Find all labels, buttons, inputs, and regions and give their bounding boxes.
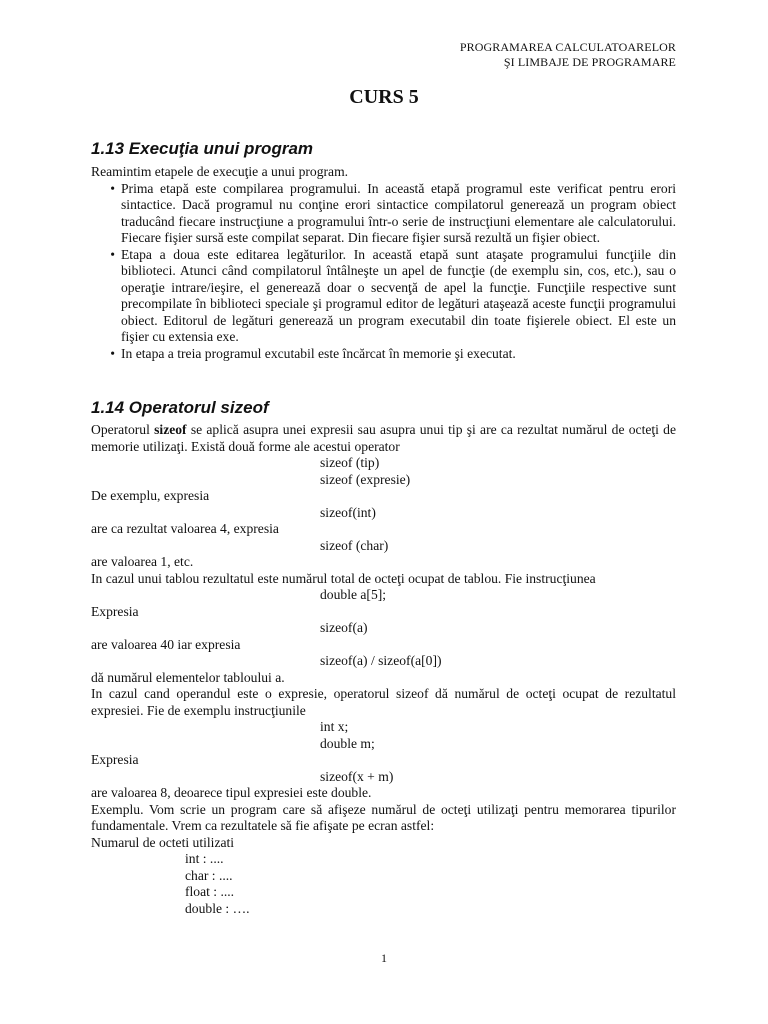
- output-line: int : ....: [185, 851, 224, 866]
- paragraph: In cazul cand operandul este o expresie, operatorul sizeof dă numărul de octeţi ocupat de rezultatul expresiei. Fie de exemplu instrucţiunile: [91, 686, 676, 718]
- page-title: CURS 5: [349, 86, 419, 108]
- header-line-2: ŞI LIMBAJE DE PROGRAMARE: [503, 55, 676, 69]
- code-line: sizeof (expresie): [320, 471, 411, 487]
- text-line: are valoarea 40 iar expresia: [91, 636, 241, 652]
- paragraph: [91, 422, 676, 455]
- code-line: sizeof(a): [320, 620, 368, 635]
- bullet-list: [91, 181, 676, 363]
- section-sizeof-body: [91, 422, 676, 917]
- text-run: Operatorul: [91, 422, 155, 437]
- bullet-item: • Prima etapă este compilarea programului. In această etapă programul este verificat pentru erori sintactice. Dacă programul nu conţine erori sintactice compilatorul generează un program obiect traducând fiecare instrucţiune a programului într-o serie de instrucţiuni elementare ale calculatorului. Fiecare fişier sursă este compilat separat. Din fiecare fişier sursă rezultă un fişier obiect.: [91, 181, 676, 247]
- bullet-item: • Etapa a doua este editarea legăturilor. In această etapă sunt ataşate programului funcţiile din biblioteci. Atunci când compilatorul întâlneşte un apel de funcţie (de exemplu sin, cos, etc.), sau o operaţie intrare/ieşire, el generează doar o secvenţă de apel la funcţie. Funcţiile respective sunt precompilate în biblioteci speciale şi programul editor de legături ataşează aceste funcţii programului obiect. Editorul de legături generează un program executabil din toate fişierele obiect. El este un fişier cu extensia exe.: [91, 247, 676, 346]
- code-line: int x;: [320, 719, 349, 734]
- text-line: Numarul de octeti utilizati: [91, 834, 235, 850]
- section-heading-execution: 1.13 Execuţia unui program: [91, 139, 314, 158]
- intro-paragraph: Reamintim etapele de execuţie a unui program.: [91, 164, 349, 179]
- text-line: are valoarea 1, etc.: [91, 554, 194, 569]
- code-line: sizeof (char): [320, 537, 389, 553]
- code-line: double a[5];: [320, 587, 387, 602]
- page-number: 1: [381, 951, 387, 965]
- text-line: De exemplu, expresia: [91, 488, 210, 503]
- bold-keyword: sizeof: [154, 422, 187, 437]
- text-line: are ca rezultat valoarea 4, expresia: [91, 521, 279, 536]
- text-line: In cazul unui tablou rezultatul este numărul total de octeţi ocupat de tablou. Fie instrucţiunea: [91, 570, 596, 586]
- text-line: dă numărul elementelor tabloului a.: [91, 669, 285, 685]
- code-line: sizeof (tip): [320, 455, 380, 470]
- text-line: Expresia: [91, 752, 139, 767]
- code-line: sizeof(x + m): [320, 768, 394, 784]
- header-line-1: PROGRAMAREA CALCULATOARELOR: [459, 40, 676, 54]
- section-execution-body: [91, 164, 676, 362]
- output-line: char : ....: [185, 867, 233, 883]
- running-header: [460, 40, 676, 70]
- paragraph: Exemplu. Vom scrie un program care să afişeze numărul de octeţi utilizaţi pentru memorarea tipurilor fundamentale. Vrem ca rezultatele să fie afişate pe ecran astfel:: [91, 801, 676, 833]
- code-line: sizeof(a) / sizeof(a[0]): [320, 653, 442, 668]
- output-line: double : ….: [185, 900, 250, 916]
- text-line: Expresia: [91, 603, 139, 619]
- text-line: are valoarea 8, deoarece tipul expresiei este double.: [91, 785, 372, 800]
- text-run: se aplică asupra unei expresii sau asupra unui tip şi are ca rezultat numărul de octeţi de memorie utilizaţi. Există două forme ale acestui operator: [91, 422, 677, 454]
- code-line: double m;: [320, 735, 375, 751]
- output-line: float : ....: [185, 884, 235, 899]
- code-line: sizeof(int): [320, 504, 376, 520]
- bullet-item: • In etapa a treia programul excutabil este încărcat în memorie şi executat.: [91, 346, 676, 363]
- section-heading-sizeof: 1.14 Operatorul sizeof: [91, 398, 269, 417]
